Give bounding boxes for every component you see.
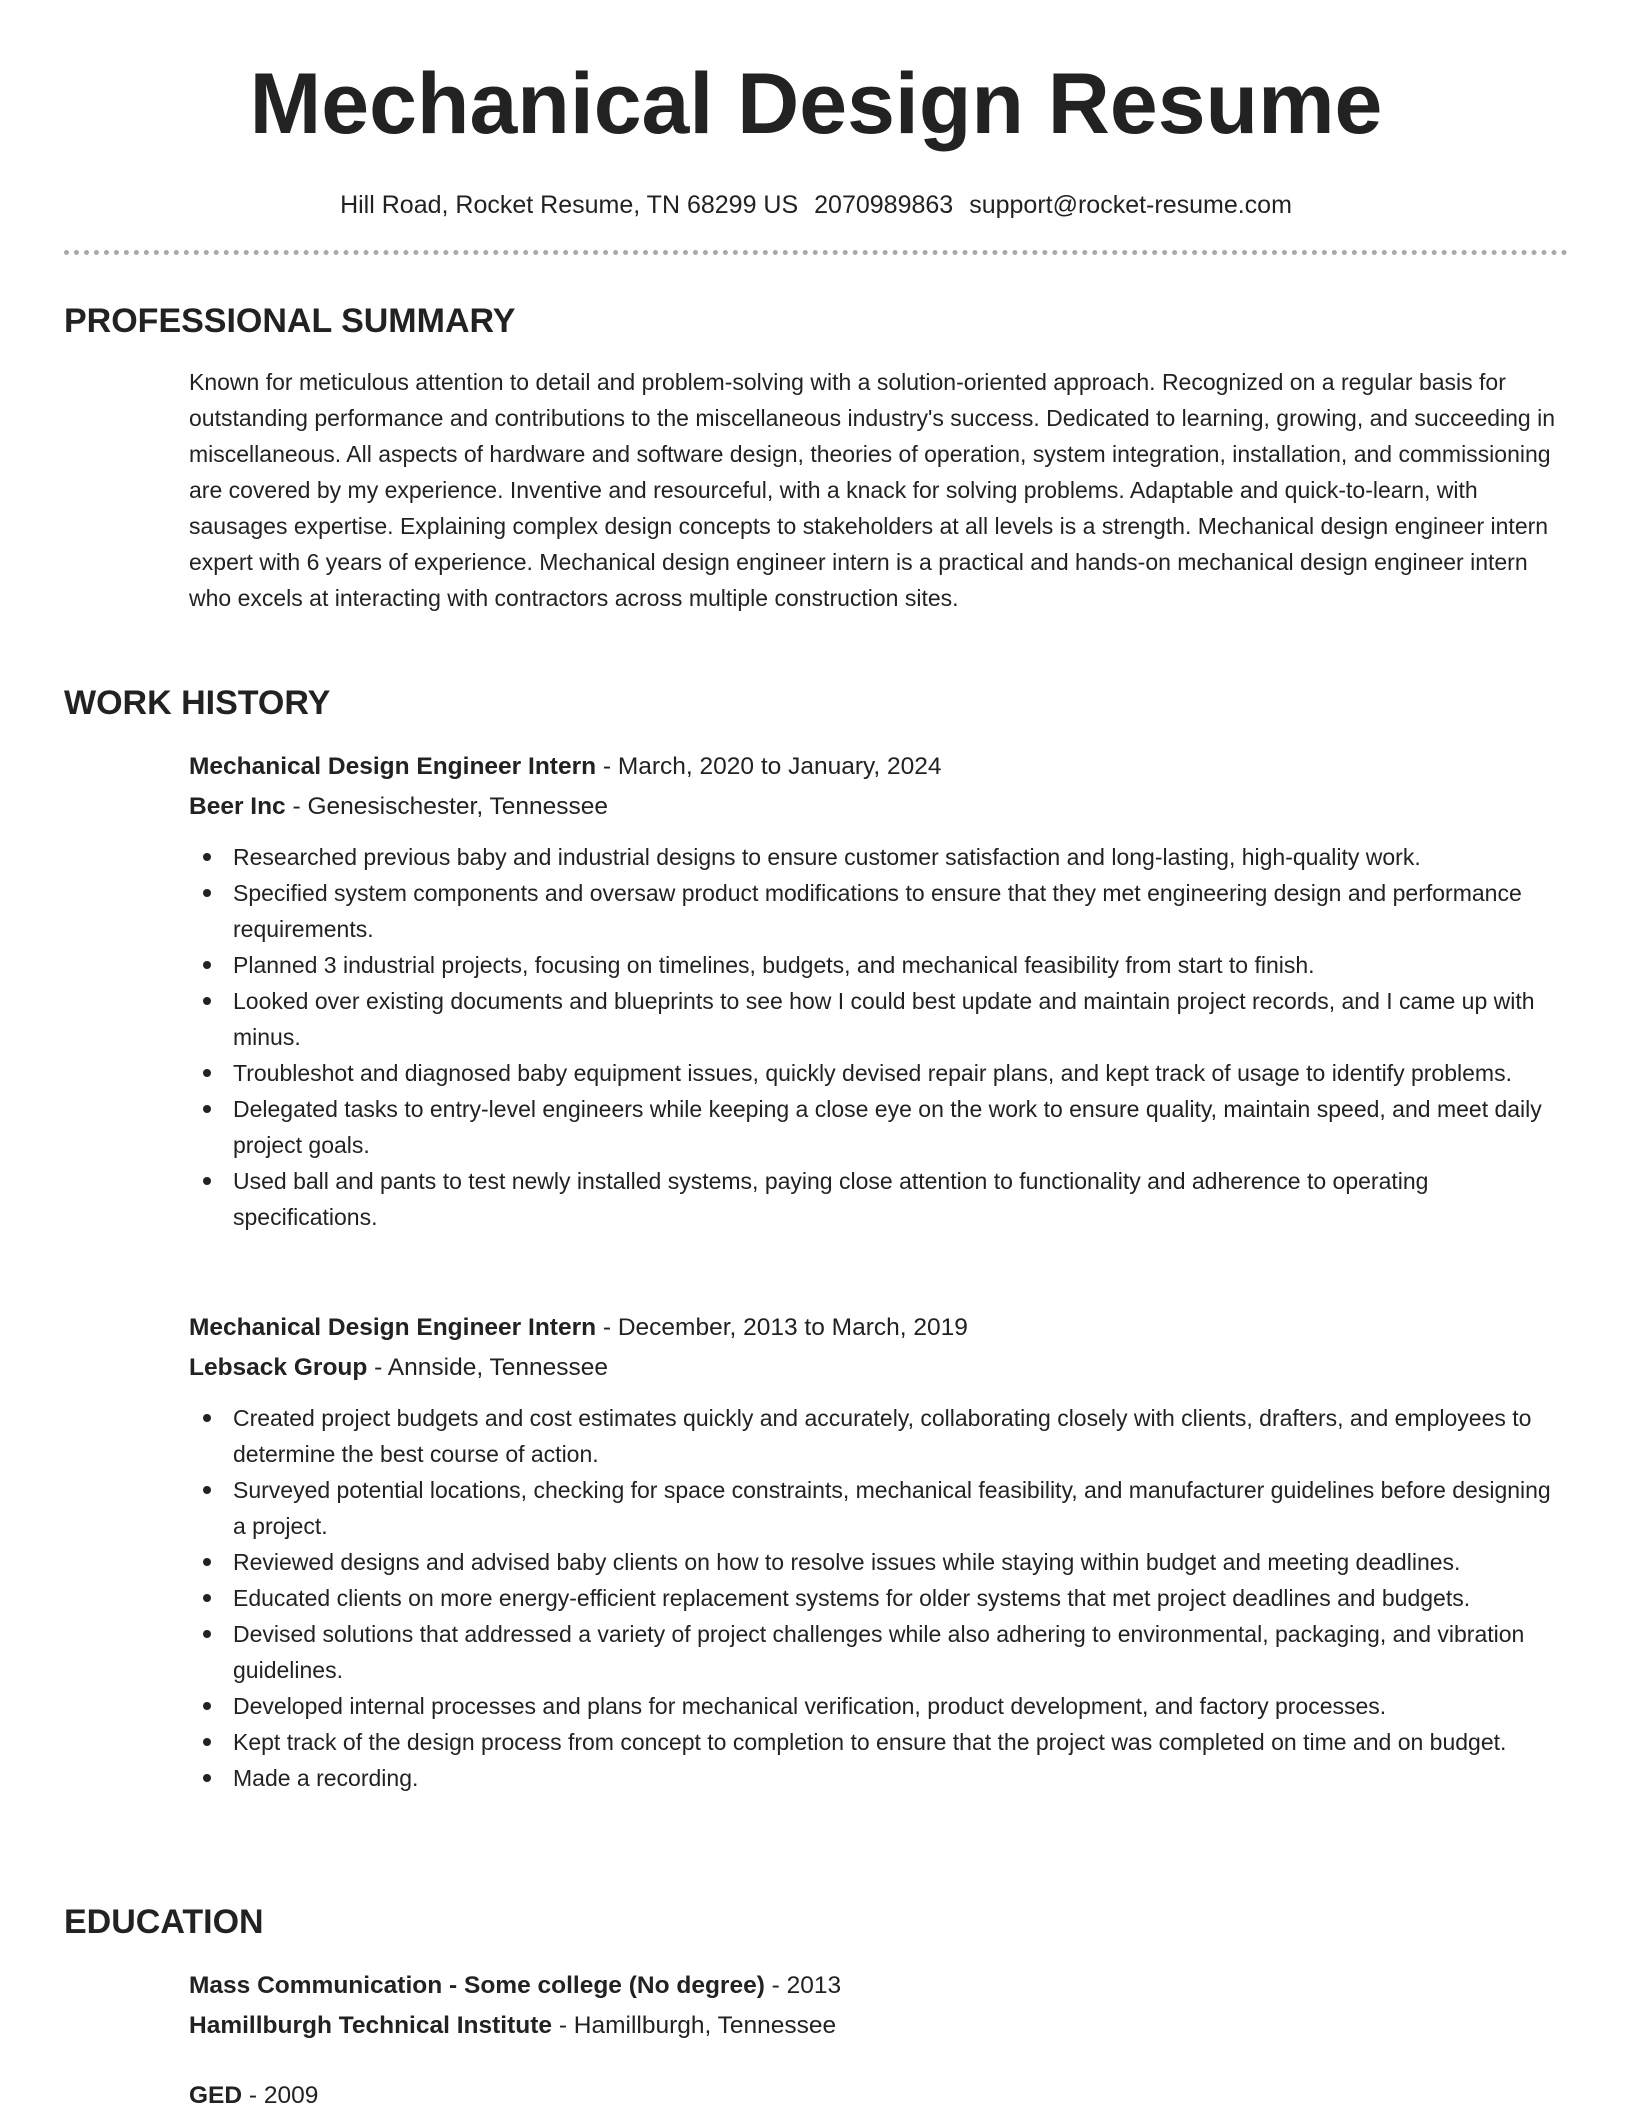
bullet-text: Looked over existing documents and blueprints to see how I could best update and maintain project records, and I came up with minus. [233,988,1535,1050]
contact-email: support@rocket-resume.com [969,191,1292,219]
job-bullet-list [189,1400,1569,1796]
education-degree-line [189,1966,1569,2006]
bullet-text: Troubleshot and diagnosed baby equipment issues, quickly devised repair plans, and kept track of usage to identify problems. [233,1060,1512,1086]
bullet-dot [203,1558,211,1566]
bullet-dot [203,1069,211,1077]
education-degree: GED [189,2082,243,2109]
job-dates: - March, 2020 to January, 2024 [596,753,942,780]
bullet-dot [203,1738,211,1746]
job-location: - Annside, Tennessee [367,1354,608,1381]
education-year: - 2009 [242,2082,319,2109]
job-bullet [233,983,1569,1055]
bullet-text: Specified system components and oversaw product modifications to ensure that they met engineering design and performance requirements. [233,880,1522,942]
contact-phone: 2070989863 [814,191,954,219]
summary-text: Known for meticulous attention to detail and problem-solving with a solution-oriented approach. Recognized on a regular basis for outstanding performance and contributions to the miscellaneous industry's success. Dedicated to learning, growing, and succeeding in miscellaneous. All aspects of hardware and software design, theories of operation, system integration, installation, and commissioning are covered by my experience. Inventive and resourceful, with a knack for solving problems. Adaptable and quick-to-learn, with sausages expertise. Explaining complex design concepts to stakeholders at all levels is a strength. Mechanical design engineer intern expert with 6 years of experience. Mechanical design engineer intern is a practical and hands-on mechanical design engineer intern who excels at interacting with contractors across multiple construction sites. [189,369,1556,611]
resume-header [64,52,1568,222]
header-divider [64,250,1568,255]
bullet-text: Developed internal processes and plans for mechanical verification, product development, and factory processes. [233,1693,1387,1719]
job-role-line [189,1308,1569,1348]
contact-address: Hill Road, Rocket Resume, TN 68299 US [340,191,799,219]
job-bullet [233,1724,1569,1760]
bullet-text: Delegated tasks to entry-level engineers while keeping a close eye on the work to ensure quality, maintain speed, and meet daily project goals. [233,1096,1542,1158]
bullet-text: Reviewed designs and advised baby clients on how to resolve issues while staying within budget and meeting deadlines. [233,1549,1461,1575]
bullet-text: Devised solutions that addressed a variety of project challenges while also adhering to environmental, packaging, and vibration guidelines. [233,1621,1525,1683]
bullet-dot [203,1177,211,1185]
job-entry [189,747,1569,1235]
job-company: Beer Inc [189,793,286,820]
bullet-text: Surveyed potential locations, checking for space constraints, mechanical feasibility, and manufacturer guidelines before designing a project. [233,1477,1551,1539]
bullet-text: Kept track of the design process from concept to completion to ensure that the project was completed on time and on budget. [233,1729,1507,1755]
education-school-line [189,2006,1569,2046]
bullet-dot [203,1594,211,1602]
education-school: Hamillburgh Technical Institute [189,2012,553,2039]
bullet-text: Used ball and pants to test newly installed systems, paying close attention to functionality and adherence to operating specifications. [233,1168,1429,1230]
section-title-work-history: WORK HISTORY [64,684,331,722]
job-bullet [233,1163,1569,1235]
bullet-text: Planned 3 industrial projects, focusing on timelines, budgets, and mechanical feasibility from start to finish. [233,952,1315,978]
education-degree-line [189,2076,1569,2116]
contact-line [64,188,1568,222]
bullet-text: Educated clients on more energy-efficient replacement systems for older systems that met project deadlines and budgets. [233,1585,1471,1611]
bullet-text: Researched previous baby and industrial designs to ensure customer satisfaction and long-lasting, high-quality work. [233,844,1421,870]
education-year: - 2013 [764,1972,842,1999]
job-bullet [233,1055,1569,1091]
bullet-text: Created project budgets and cost estimates quickly and accurately, collaborating closely with clients, drafters, and employees to determine the best course of action. [233,1405,1532,1467]
job-bullet [233,1760,1569,1796]
job-company-line [189,1348,1569,1388]
bullet-dot [203,1630,211,1638]
job-bullet [233,875,1569,947]
bullet-dot [203,1414,211,1422]
bullet-dot [203,853,211,861]
education-degree: Mass Communication - Some college (No degree) [189,1972,765,1999]
job-bullet [233,1472,1569,1544]
section-title-education: EDUCATION [64,1903,264,1941]
job-bullet [233,1091,1569,1163]
job-role-line [189,747,1569,787]
job-title: Mechanical Design Engineer Intern [189,1314,597,1341]
job-bullet [233,1580,1569,1616]
job-bullet [233,1544,1569,1580]
education-entry [189,2076,1569,2116]
job-bullet [233,1688,1569,1724]
bullet-dot [203,961,211,969]
job-entry [189,1308,1569,1796]
education-entry [189,1966,1569,2046]
job-title: Mechanical Design Engineer Intern [189,753,597,780]
bullet-dot [203,1774,211,1782]
job-bullet [233,1400,1569,1472]
bullet-dot [203,889,211,897]
education-location: - Hamillburgh, Tennessee [552,2012,837,2039]
bullet-dot [203,1105,211,1113]
job-company: Lebsack Group [189,1354,368,1381]
job-company-line [189,787,1569,827]
bullet-dot [203,1702,211,1710]
job-dates: - December, 2013 to March, 2019 [596,1314,968,1341]
candidate-name: Mechanical Design Resume [249,56,1383,152]
job-bullet-list [189,839,1569,1235]
section-title-summary: PROFESSIONAL SUMMARY [64,302,516,340]
bullet-text: Made a recording. [233,1765,419,1791]
job-bullet [233,1616,1569,1688]
bullet-dot [203,997,211,1005]
bullet-dot [203,1486,211,1494]
job-bullet [233,947,1569,983]
job-bullet [233,839,1569,875]
job-location: - Genesischester, Tennessee [285,793,609,820]
